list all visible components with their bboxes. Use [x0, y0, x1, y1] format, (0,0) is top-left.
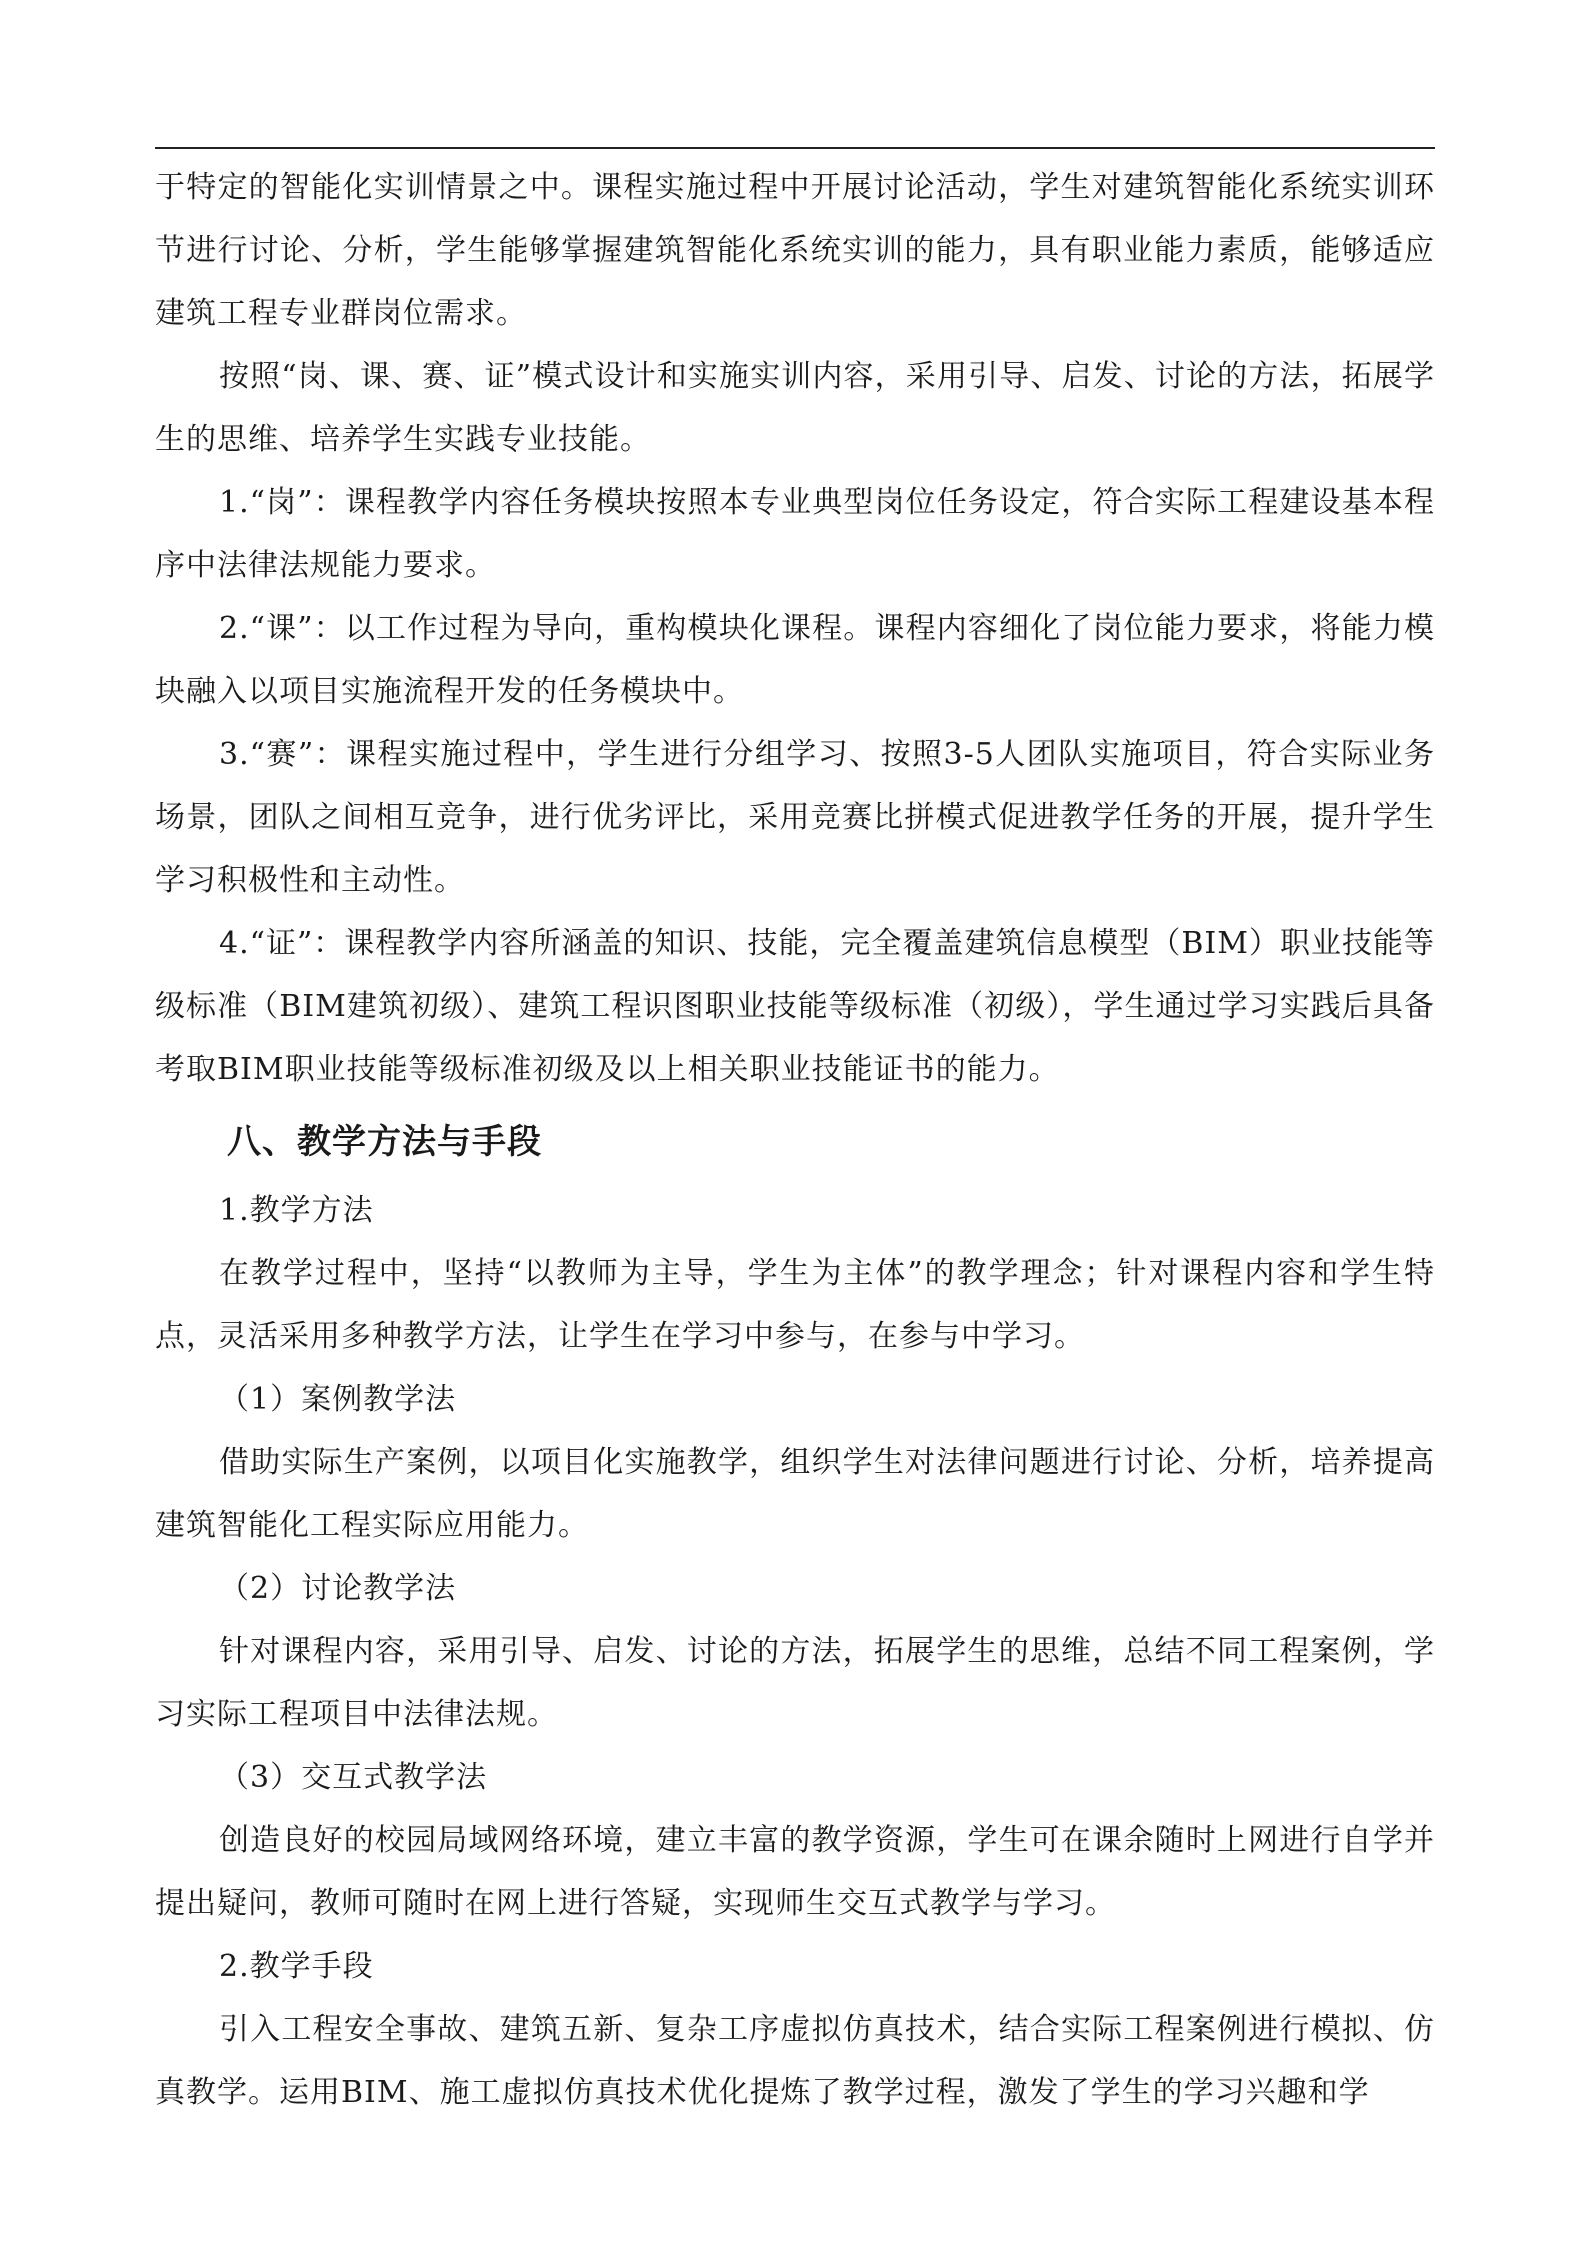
subsection-title: （2）讨论教学法	[219, 1571, 457, 1606]
paragraph: 3.“赛”：课程实施过程中，学生进行分组学习、按照3-5人团队实施项目，符合实际业务场景，团队之间相互竞争，进行优劣评比，采用竞赛比拼模式促进教学任务的开展，提升学生学习积极性和主动性。	[155, 737, 1435, 898]
page-content	[155, 156, 1435, 2124]
paragraph: 借助实际生产案例，以项目化实施教学，组织学生对法律问题进行讨论、分析，培养提高建筑智能化工程实际应用能力。	[155, 1445, 1435, 1543]
subsection-title: 1.教学方法	[219, 1193, 374, 1228]
subsection-title: （3）交互式教学法	[219, 1760, 488, 1795]
paragraph: 针对课程内容，采用引导、启发、讨论的方法，拓展学生的思维，总结不同工程案例，学习实际工程项目中法律法规。	[155, 1634, 1435, 1732]
paragraph: 按照“岗、课、赛、证”模式设计和实施实训内容，采用引导、启发、讨论的方法，拓展学生的思维、培养学生实践专业技能。	[155, 359, 1435, 457]
paragraph: 1.“岗”：课程教学内容任务模块按照本专业典型岗位任务设定，符合实际工程建设基本程序中法律法规能力要求。	[155, 485, 1435, 583]
paragraph: 4.“证”：课程教学内容所涵盖的知识、技能，完全覆盖建筑信息模型（BIM）职业技能等级标准（BIM建筑初级）、建筑工程识图职业技能等级标准（初级），学生通过学习实践后具备考取BIM职业技能等级标准初级及以上相关职业技能证书的能力。	[155, 926, 1435, 1087]
paragraph: 于特定的智能化实训情景之中。课程实施过程中开展讨论活动，学生对建筑智能化系统实训环节进行讨论、分析，学生能够掌握建筑智能化系统实训的能力，具有职业能力素质，能够适应建筑工程专业群岗位需求。	[155, 170, 1435, 331]
paragraph: 在教学过程中，坚持“以教师为主导，学生为主体”的教学理念；针对课程内容和学生特点，灵活采用多种教学方法，让学生在学习中参与，在参与中学习。	[155, 1256, 1435, 1354]
subsection-title: 2.教学手段	[219, 1949, 374, 1984]
header-rule	[155, 147, 1435, 149]
paragraph: 2.“课”：以工作过程为导向，重构模块化课程。课程内容细化了岗位能力要求，将能力模块融入以项目实施流程开发的任务模块中。	[155, 611, 1435, 709]
subsection-title: （1）案例教学法	[219, 1382, 457, 1417]
section-heading: 八、教学方法与手段	[227, 1122, 542, 1162]
paragraph: 引入工程安全事故、建筑五新、复杂工序虚拟仿真技术，结合实际工程案例进行模拟、仿真教学。运用BIM、施工虚拟仿真技术优化提炼了教学过程，激发了学生的学习兴趣和学	[155, 2012, 1435, 2110]
paragraph: 创造良好的校园局域网络环境，建立丰富的教学资源，学生可在课余随时上网进行自学并提出疑问，教师可随时在网上进行答疑，实现师生交互式教学与学习。	[155, 1823, 1435, 1921]
